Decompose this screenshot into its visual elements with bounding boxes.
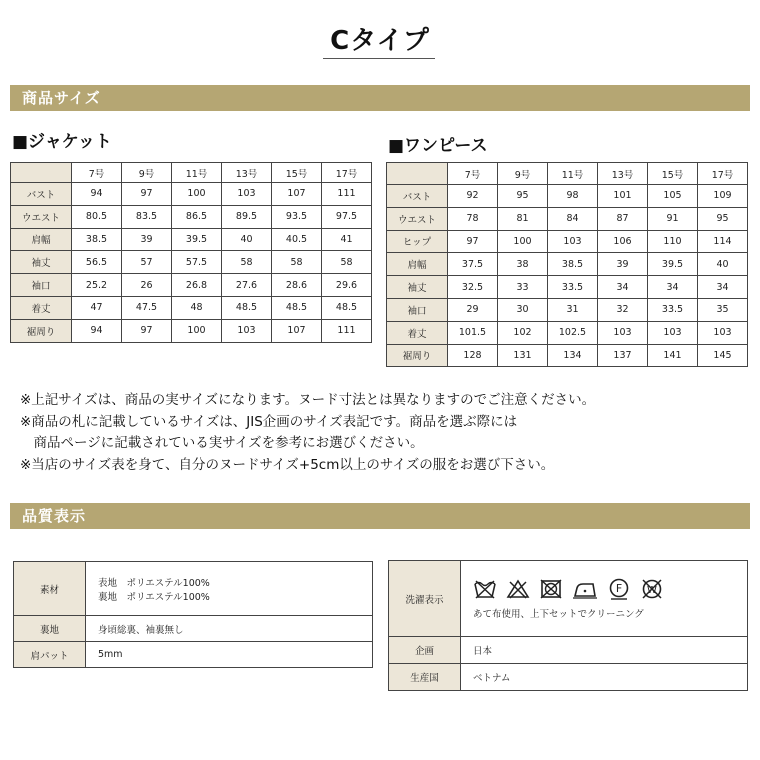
measurement-value: 57 <box>122 251 172 274</box>
measurement-value: 98 <box>548 185 598 208</box>
measurement-value: 92 <box>448 185 498 208</box>
size-column-header: 11号 <box>548 163 598 185</box>
measurement-value: 48.5 <box>222 296 272 319</box>
size-row <box>11 183 372 206</box>
measurement-value: 58 <box>222 251 272 274</box>
svg-text:W: W <box>647 584 657 596</box>
measurement-value: 145 <box>698 344 748 367</box>
measurement-label: 袖口 <box>387 298 448 321</box>
size-row <box>387 321 748 344</box>
jacket-heading: ■ジャケット <box>12 132 112 152</box>
size-row <box>387 207 748 230</box>
measurement-value: 29.6 <box>322 274 372 297</box>
measurement-value: 39 <box>122 228 172 251</box>
quality-row <box>389 664 748 691</box>
measurement-label: ヒップ <box>387 230 448 253</box>
measurement-value: 97.5 <box>322 205 372 228</box>
measurement-value: 37.5 <box>448 253 498 276</box>
measurement-value: 141 <box>648 344 698 367</box>
measurement-label: 肩幅 <box>387 253 448 276</box>
measurement-label: 袖丈 <box>11 251 72 274</box>
measurement-value: 39.5 <box>648 253 698 276</box>
country-value: ベトナム <box>461 664 748 691</box>
measurement-value: 109 <box>698 185 748 208</box>
measurement-value: 97 <box>122 183 172 206</box>
quality-section-header: 品質表示 <box>10 503 750 529</box>
measurement-label: 裾周り <box>387 344 448 367</box>
measurement-value: 25.2 <box>72 274 122 297</box>
planning-label: 企画 <box>389 637 461 664</box>
measurement-value: 100 <box>172 319 222 342</box>
size-column-header: 9号 <box>122 163 172 183</box>
measurement-value: 103 <box>548 230 598 253</box>
material-line: 裏地 ポリエステル100% <box>98 591 210 603</box>
quality-table-left <box>13 561 373 668</box>
quality-row <box>14 562 373 616</box>
quality-table-right <box>388 560 748 691</box>
measurement-value: 94 <box>72 319 122 342</box>
measurement-value: 48.5 <box>322 296 372 319</box>
measurement-label: 裾周り <box>11 319 72 342</box>
note-line: ※上記サイズは、商品の実サイズになります。ヌード寸法とは異なりますのでご注意ください。 <box>20 392 596 408</box>
measurement-value: 137 <box>598 344 648 367</box>
iron-low-icon <box>572 579 598 599</box>
measurement-value: 103 <box>648 321 698 344</box>
size-row <box>387 230 748 253</box>
size-row <box>387 253 748 276</box>
measurement-value: 83.5 <box>122 205 172 228</box>
size-column-header: 9号 <box>498 163 548 185</box>
note-line: ※商品の札に記載しているサイズは、JIS企画のサイズ表記です。商品を選ぶ際には <box>20 413 518 430</box>
size-notes <box>20 390 595 476</box>
measurement-value: 89.5 <box>222 205 272 228</box>
measurement-label: 着丈 <box>387 321 448 344</box>
measurement-value: 87 <box>598 207 648 230</box>
measurement-value: 111 <box>322 319 372 342</box>
measurement-value: 40 <box>698 253 748 276</box>
measurement-value: 40.5 <box>272 228 322 251</box>
measurement-value: 114 <box>698 230 748 253</box>
jacket-size-table <box>10 162 372 343</box>
size-row <box>387 298 748 321</box>
quality-row <box>14 616 373 642</box>
measurement-value: 102.5 <box>548 321 598 344</box>
measurement-value: 134 <box>548 344 598 367</box>
page-title: Cタイプ <box>330 26 430 56</box>
no-tumble-dry-icon <box>539 579 563 599</box>
size-column-header: 15号 <box>272 163 322 183</box>
measurement-value: 105 <box>648 185 698 208</box>
size-column-header: 11号 <box>172 163 222 183</box>
quality-row <box>389 637 748 664</box>
size-row <box>11 251 372 274</box>
measurement-value: 103 <box>222 319 272 342</box>
measurement-value: 47 <box>72 296 122 319</box>
measurement-value: 101.5 <box>448 321 498 344</box>
care-label: 洗濯表示 <box>389 561 461 637</box>
measurement-value: 100 <box>172 183 222 206</box>
material-value <box>86 562 373 616</box>
measurement-value: 33 <box>498 276 548 299</box>
measurement-value: 80.5 <box>72 205 122 228</box>
corner-cell <box>387 163 448 185</box>
measurement-label: 肩幅 <box>11 228 72 251</box>
measurement-label: 袖丈 <box>387 276 448 299</box>
note-line: ※当店のサイズ表を身て、自分のヌードサイズ+5cm以上のサイズの服をお選び下さい。 <box>20 456 555 473</box>
measurement-value: 27.6 <box>222 274 272 297</box>
measurement-value: 34 <box>598 276 648 299</box>
measurement-value: 94 <box>72 183 122 206</box>
size-row <box>387 185 748 208</box>
lining-label: 裏地 <box>14 616 86 642</box>
size-row <box>387 276 748 299</box>
measurement-value: 100 <box>498 230 548 253</box>
measurement-value: 131 <box>498 344 548 367</box>
no-wash-icon <box>473 579 497 599</box>
measurement-value: 47.5 <box>122 296 172 319</box>
size-column-header: 17号 <box>322 163 372 183</box>
onepiece-heading: ■ワンピース <box>388 136 488 156</box>
note-line: 商品ページに記載されている実サイズを参考にお選びください。 <box>20 435 424 451</box>
measurement-value: 128 <box>448 344 498 367</box>
measurement-label: 着丈 <box>11 296 72 319</box>
country-label: 生産国 <box>389 664 461 691</box>
lining-value: 身頃総裏、袖裏無し <box>86 616 373 642</box>
measurement-value: 84 <box>548 207 598 230</box>
onepiece-size-table <box>386 162 748 367</box>
measurement-value: 103 <box>698 321 748 344</box>
measurement-value: 110 <box>648 230 698 253</box>
size-row <box>11 296 372 319</box>
measurement-value: 103 <box>222 183 272 206</box>
measurement-value: 48 <box>172 296 222 319</box>
size-column-header: 13号 <box>222 163 272 183</box>
svg-text:F: F <box>615 581 623 595</box>
measurement-value: 81 <box>498 207 548 230</box>
measurement-value: 97 <box>448 230 498 253</box>
measurement-label: 袖口 <box>11 274 72 297</box>
measurement-value: 91 <box>648 207 698 230</box>
measurement-value: 34 <box>648 276 698 299</box>
size-header-row <box>11 163 372 183</box>
measurement-value: 58 <box>272 251 322 274</box>
shoulder-pad-label: 肩パット <box>14 642 86 668</box>
size-row <box>11 319 372 342</box>
measurement-value: 39.5 <box>172 228 222 251</box>
title-underline <box>323 58 435 59</box>
measurement-value: 34 <box>698 276 748 299</box>
size-row <box>11 205 372 228</box>
shoulder-pad-value: 5mm <box>86 642 373 668</box>
care-value <box>461 561 748 637</box>
planning-value: 日本 <box>461 637 748 664</box>
measurement-value: 48.5 <box>272 296 322 319</box>
size-row <box>11 274 372 297</box>
size-column-header: 7号 <box>448 163 498 185</box>
measurement-label: ウエスト <box>387 207 448 230</box>
size-section-header: 商品サイズ <box>10 85 750 111</box>
no-bleach-icon <box>506 579 530 599</box>
measurement-label: ウエスト <box>11 205 72 228</box>
measurement-value: 95 <box>498 185 548 208</box>
measurement-value: 32 <box>598 298 648 321</box>
measurement-value: 101 <box>598 185 648 208</box>
measurement-value: 78 <box>448 207 498 230</box>
measurement-value: 40 <box>222 228 272 251</box>
measurement-value: 38.5 <box>548 253 598 276</box>
measurement-value: 106 <box>598 230 648 253</box>
measurement-value: 32.5 <box>448 276 498 299</box>
measurement-value: 56.5 <box>72 251 122 274</box>
size-column-header: 7号 <box>72 163 122 183</box>
measurement-value: 107 <box>272 319 322 342</box>
measurement-value: 28.6 <box>272 274 322 297</box>
measurement-value: 30 <box>498 298 548 321</box>
measurement-value: 38 <box>498 253 548 276</box>
measurement-value: 26 <box>122 274 172 297</box>
measurement-value: 41 <box>322 228 372 251</box>
measurement-value: 35 <box>698 298 748 321</box>
no-wet-clean-icon <box>640 578 664 600</box>
measurement-value: 39 <box>598 253 648 276</box>
measurement-value: 103 <box>598 321 648 344</box>
measurement-value: 111 <box>322 183 372 206</box>
measurement-value: 93.5 <box>272 205 322 228</box>
measurement-value: 86.5 <box>172 205 222 228</box>
measurement-value: 33.5 <box>548 276 598 299</box>
quality-row <box>389 561 748 637</box>
material-line: 表地 ポリエステル100% <box>98 577 210 589</box>
measurement-value: 57.5 <box>172 251 222 274</box>
corner-cell <box>11 163 72 183</box>
measurement-value: 58 <box>322 251 372 274</box>
size-column-header: 13号 <box>598 163 648 185</box>
measurement-value: 97 <box>122 319 172 342</box>
measurement-label: バスト <box>11 183 72 206</box>
measurement-value: 29 <box>448 298 498 321</box>
size-row <box>387 344 748 367</box>
measurement-value: 102 <box>498 321 548 344</box>
measurement-value: 95 <box>698 207 748 230</box>
size-column-header: 15号 <box>648 163 698 185</box>
size-column-header: 17号 <box>698 163 748 185</box>
care-instructions: あて布使用、上下セットでクリーニング <box>473 608 644 620</box>
measurement-value: 38.5 <box>72 228 122 251</box>
size-header-row <box>387 163 748 185</box>
measurement-value: 31 <box>548 298 598 321</box>
measurement-value: 26.8 <box>172 274 222 297</box>
measurement-label: バスト <box>387 185 448 208</box>
dry-clean-f-icon <box>607 578 631 600</box>
size-row <box>11 228 372 251</box>
measurement-value: 33.5 <box>648 298 698 321</box>
measurement-value: 107 <box>272 183 322 206</box>
material-label: 素材 <box>14 562 86 616</box>
quality-row <box>14 642 373 668</box>
care-symbols <box>473 578 747 600</box>
